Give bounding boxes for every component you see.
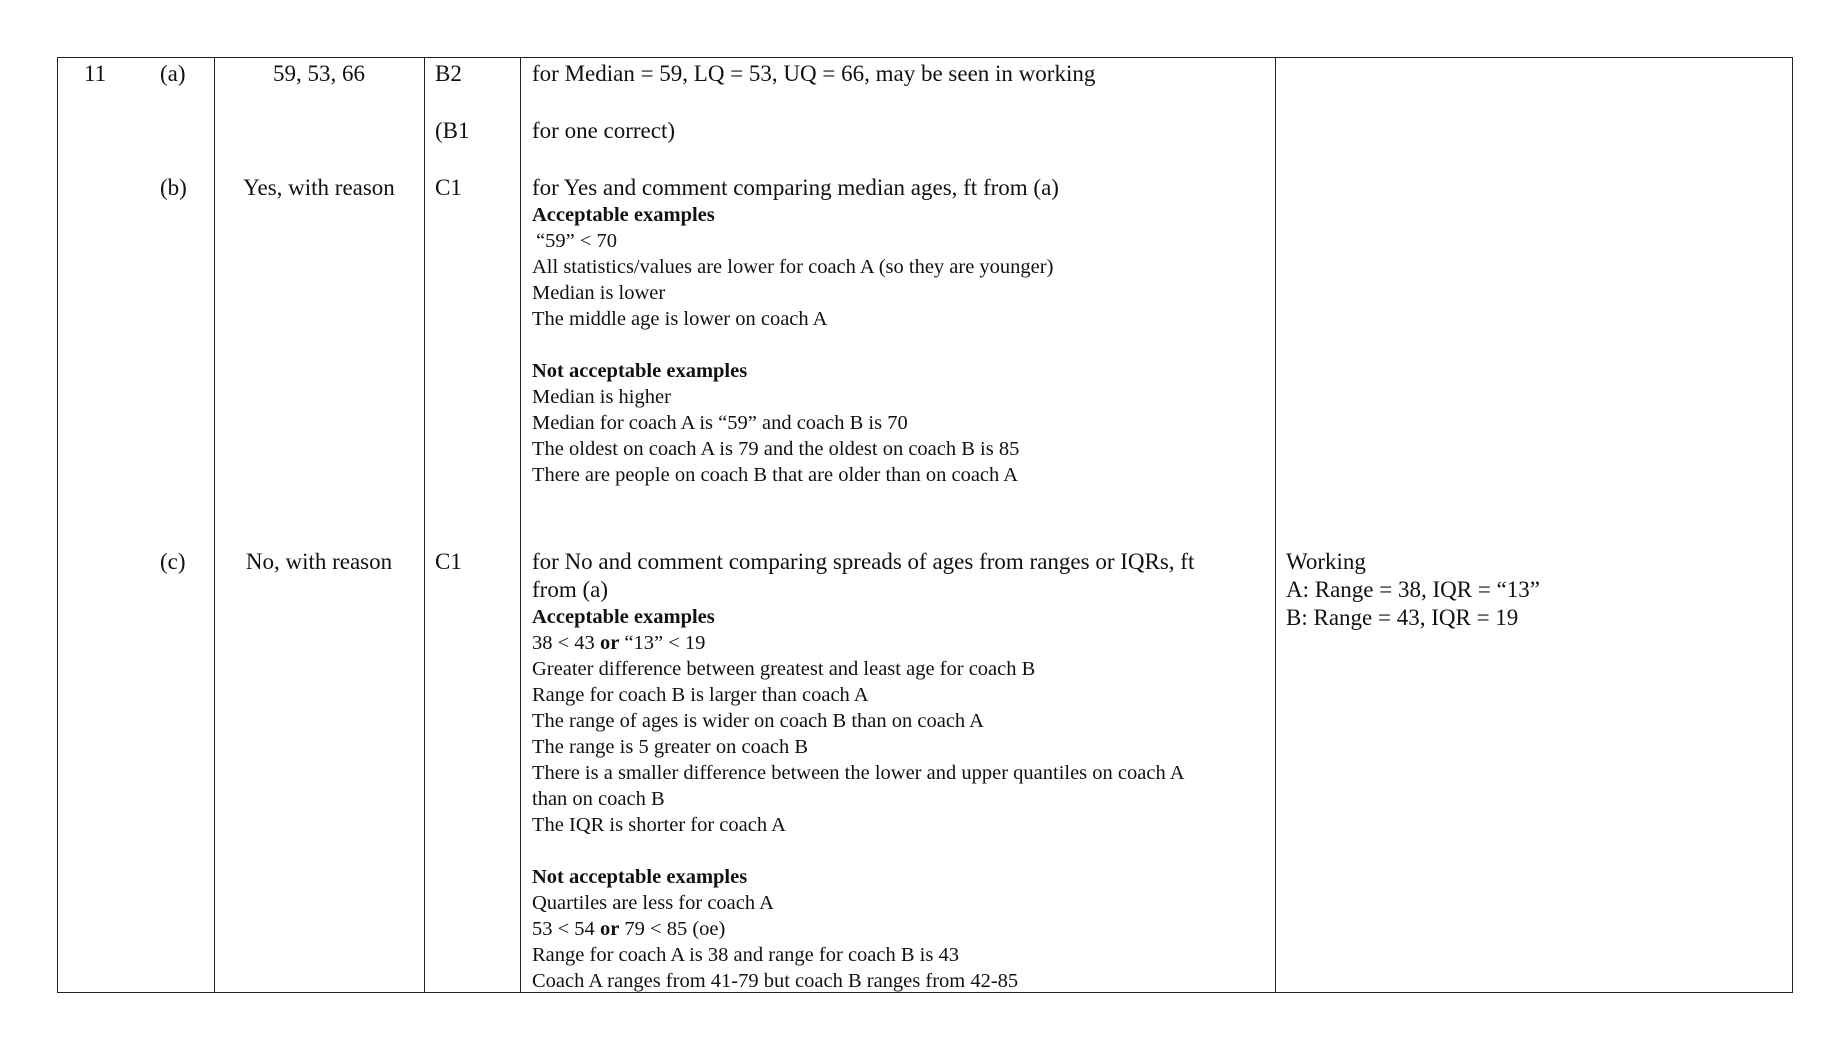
answer-b: Yes, with reason	[243, 175, 395, 200]
acceptable-example: The middle age is lower on coach A	[532, 308, 828, 330]
acceptable-example: “59” < 70	[536, 230, 618, 252]
answer-c: No, with reason	[245, 549, 393, 574]
mark-a-b2: B2	[435, 61, 462, 86]
guidance-c-main: for No and comment comparing spreads of ages from ranges or IQRs, ft	[532, 549, 1195, 574]
guidance-b-main: for Yes and comment comparing median ages, ft from (a)	[532, 175, 1059, 200]
working-line-b: B: Range = 43, IQR = 19	[1286, 605, 1519, 630]
acceptable-example: The range of ages is wider on coach B than on coach A	[532, 710, 984, 732]
mark-a-b1: (B1	[435, 118, 470, 143]
not-acceptable-heading-c: Not acceptable examples	[532, 866, 748, 888]
not-acceptable-example: Coach A ranges from 41-79 but coach B ranges from 42-85	[532, 970, 1019, 992]
not-acceptable-example: Range for coach A is 38 and range for coach B is 43	[532, 944, 959, 966]
column-divider	[1275, 58, 1276, 992]
acceptable-example: Range for coach B is larger than coach A	[532, 684, 869, 706]
working-line-a: A: Range = 38, IQR = “13”	[1286, 577, 1540, 602]
not-acceptable-example: There are people on coach B that are older than on coach A	[532, 464, 1019, 486]
part-label-a: (a)	[160, 61, 186, 86]
guidance-c-main-cont: from (a)	[532, 577, 608, 602]
not-acceptable-example: Median is higher	[532, 386, 671, 408]
acceptable-example: The IQR is shorter for coach A	[532, 814, 786, 836]
not-acceptable-example: Median for coach A is “59” and coach B is 70	[532, 412, 908, 434]
mark-scheme-table	[57, 57, 1793, 993]
acceptable-example: All statistics/values are lower for coach A (so they are younger)	[532, 256, 1054, 278]
acceptable-example: The range is 5 greater on coach B	[532, 736, 809, 758]
column-divider	[424, 58, 425, 992]
part-label-c: (c)	[160, 549, 186, 574]
not-acceptable-example: 53 < 54 or 79 < 85 (oe)	[532, 918, 726, 940]
working-notes	[1286, 548, 1540, 632]
mark-b: C1	[435, 175, 462, 200]
column-divider	[520, 58, 521, 992]
mark-c: C1	[435, 549, 462, 574]
acceptable-heading-c: Acceptable examples	[532, 606, 715, 628]
guidance-a: for Median = 59, LQ = 53, UQ = 66, may be seen in working	[532, 61, 1096, 86]
not-acceptable-example: Quartiles are less for coach A	[532, 892, 774, 914]
question-number: 11	[84, 61, 107, 86]
working-heading: Working	[1286, 549, 1366, 574]
acceptable-example: Greater difference between greatest and least age for coach B	[532, 658, 1036, 680]
acceptable-example: 38 < 43 or “13” < 19	[532, 632, 706, 654]
not-acceptable-heading-b: Not acceptable examples	[532, 360, 748, 382]
acceptable-example: than on coach B	[532, 788, 665, 810]
answer-a: 59, 53, 66	[273, 61, 365, 86]
not-acceptable-example: The oldest on coach A is 79 and the oldest on coach B is 85	[532, 438, 1020, 460]
guidance-b	[532, 174, 1059, 488]
acceptable-example: There is a smaller difference between the lower and upper quantiles on coach A	[532, 762, 1185, 784]
acceptable-heading-b: Acceptable examples	[532, 204, 715, 226]
guidance-a-partial: for one correct)	[532, 118, 676, 143]
acceptable-example: Median is lower	[532, 282, 666, 304]
part-label-b: (b)	[160, 175, 187, 200]
guidance-c	[532, 548, 1194, 994]
